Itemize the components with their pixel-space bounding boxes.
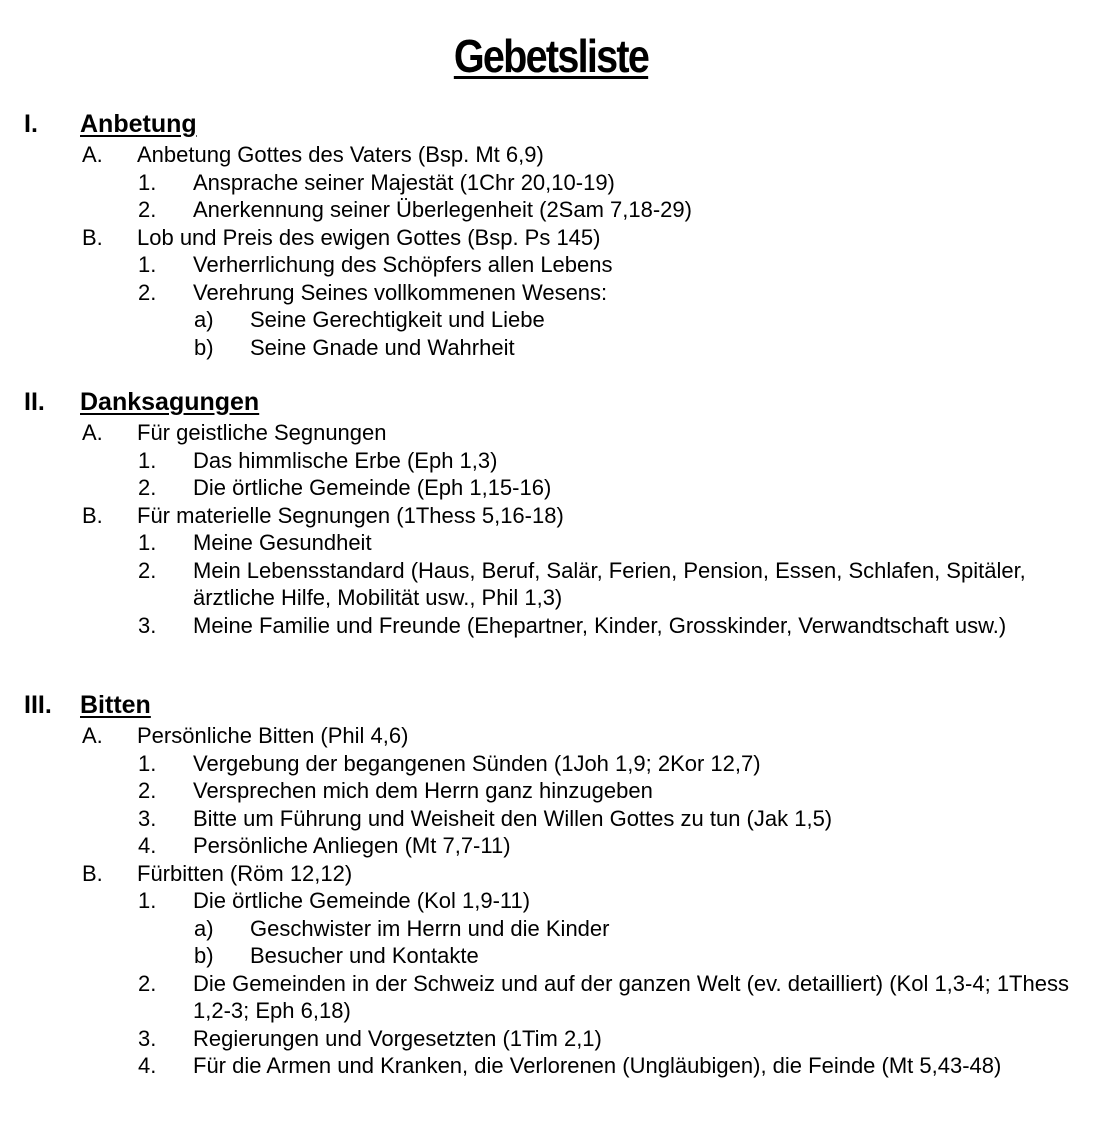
outline-item-number: A. xyxy=(82,420,103,445)
outline-subitem-number: 1. xyxy=(138,252,157,277)
outline-subitem-number: 1. xyxy=(138,530,157,555)
outline-subitem-number: 3. xyxy=(138,805,157,831)
outline-subitem-number: 1. xyxy=(138,447,157,473)
page-title: Gebetsliste xyxy=(453,30,649,82)
outline-subitem-number: 2. xyxy=(138,197,157,222)
outline-item-number: B. xyxy=(82,502,103,528)
outline-subitem-text: Meine Familie und Freunde (Ehepartner, Kinder, Grosskinder, Verwandtschaft usw.) xyxy=(193,612,1007,638)
section-heading-number: II. xyxy=(24,388,45,416)
outline-subitem-text: Das himmlische Erbe (Eph 1,3) xyxy=(193,447,498,473)
section-heading-text: Anbetung xyxy=(80,110,197,138)
outline-item-number: B. xyxy=(82,860,103,886)
outline-item-text: Anbetung Gottes des Vaters (Bsp. Mt 6,9) xyxy=(137,142,544,167)
outline-subitem-number: 2. xyxy=(138,970,157,996)
outline-item-number: A. xyxy=(82,142,103,167)
outline-subitem-text: Die örtliche Gemeinde (Eph 1,15-16) xyxy=(193,475,552,500)
outline-subitem-text: Verherrlichung des Schöpfers allen Lebens xyxy=(193,252,613,277)
outline-subitem-number: 2. xyxy=(138,778,157,803)
outline-item-number: A. xyxy=(82,723,103,748)
section-heading-number: III. xyxy=(24,691,52,719)
outline-subitem-text: Mein Lebensstandard (Haus, Beruf, Salär, Ferien, Pension, Essen, Schlafen, Spitäler, ärztliche Hilfe, Mobilität usw., Phil 1,3) xyxy=(193,557,1026,610)
outline-subitem-text: Versprechen mich dem Herrn ganz hinzugeben xyxy=(193,778,653,803)
outline-subitem-text: Für die Armen und Kranken, die Verlorenen (Ungläubigen), die Feinde (Mt 5,43-48) xyxy=(193,1053,1002,1078)
outline-subsubitem-text: Besucher und Kontakte xyxy=(250,943,479,968)
section-heading-number: I. xyxy=(24,110,38,138)
outline-subitem-number: 2. xyxy=(138,557,157,583)
outline-subitem-number: 4. xyxy=(138,833,157,858)
outline-subitem-number: 2. xyxy=(138,279,157,305)
outline-subsubitem-text: Seine Gnade und Wahrheit xyxy=(250,334,515,360)
outline-subsubitem-number: b) xyxy=(194,334,214,360)
outline-subitem-number: 1. xyxy=(138,750,157,776)
outline-subitem-text: Persönliche Anliegen (Mt 7,7-11) xyxy=(193,833,511,858)
outline-subitem-text: Vergebung der begangenen Sünden (1Joh 1,9; 2Kor 12,7) xyxy=(193,750,761,776)
outline-subitem-text: Regierungen und Vorgesetzten (1Tim 2,1) xyxy=(193,1025,602,1051)
outline-subsubitem-text: Geschwister im Herrn und die Kinder xyxy=(250,915,610,941)
outline-subitem-number: 1. xyxy=(138,169,157,195)
outline-subitem-number: 3. xyxy=(138,612,157,638)
outline-subitem-number: 1. xyxy=(138,888,157,913)
section-heading-text: Danksagungen xyxy=(80,388,260,416)
outline-subitem-text: Anerkennung seiner Überlegenheit (2Sam 7,18-29) xyxy=(193,197,692,222)
outline-item-text: Lob und Preis des ewigen Gottes (Bsp. Ps 145) xyxy=(137,224,601,250)
outline-subsubitem-number: a) xyxy=(194,915,214,941)
outline-item-text: Für geistliche Segnungen xyxy=(137,420,387,445)
outline-subitem-text: Ansprache seiner Majestät (1Chr 20,10-19) xyxy=(193,169,615,195)
outline-item-text: Fürbitten (Röm 12,12) xyxy=(137,860,353,886)
outline-subitem-number: 2. xyxy=(138,475,157,500)
outline-subsubitem-number: a) xyxy=(194,307,214,332)
outline-item-number: B. xyxy=(82,224,103,250)
outline-subitem-text: Die Gemeinden in der Schweiz und auf der ganzen Welt (ev. detailliert) (Kol 1,3-4; 1Thess 1,2-3; Eph 6,18) xyxy=(193,970,1069,1023)
outline-subitem-number: 4. xyxy=(138,1053,157,1078)
outline-subitem-number: 3. xyxy=(138,1025,157,1051)
outline-subsubitem-number: b) xyxy=(194,943,214,968)
outline-subitem-text: Bitte um Führung und Weisheit den Willen Gottes zu tun (Jak 1,5) xyxy=(193,805,833,831)
outline-item-text: Für materielle Segnungen (1Thess 5,16-18) xyxy=(137,502,564,528)
outline-subitem-text: Verehrung Seines vollkommenen Wesens: xyxy=(193,279,608,305)
outline-subsubitem-text: Seine Gerechtigkeit und Liebe xyxy=(250,307,545,332)
outline-subitem-text: Die örtliche Gemeinde (Kol 1,9-11) xyxy=(193,888,531,913)
outline-subitem-text: Meine Gesundheit xyxy=(193,530,372,555)
outline-item-text: Persönliche Bitten (Phil 4,6) xyxy=(137,723,409,748)
section-heading-text: Bitten xyxy=(80,691,151,719)
